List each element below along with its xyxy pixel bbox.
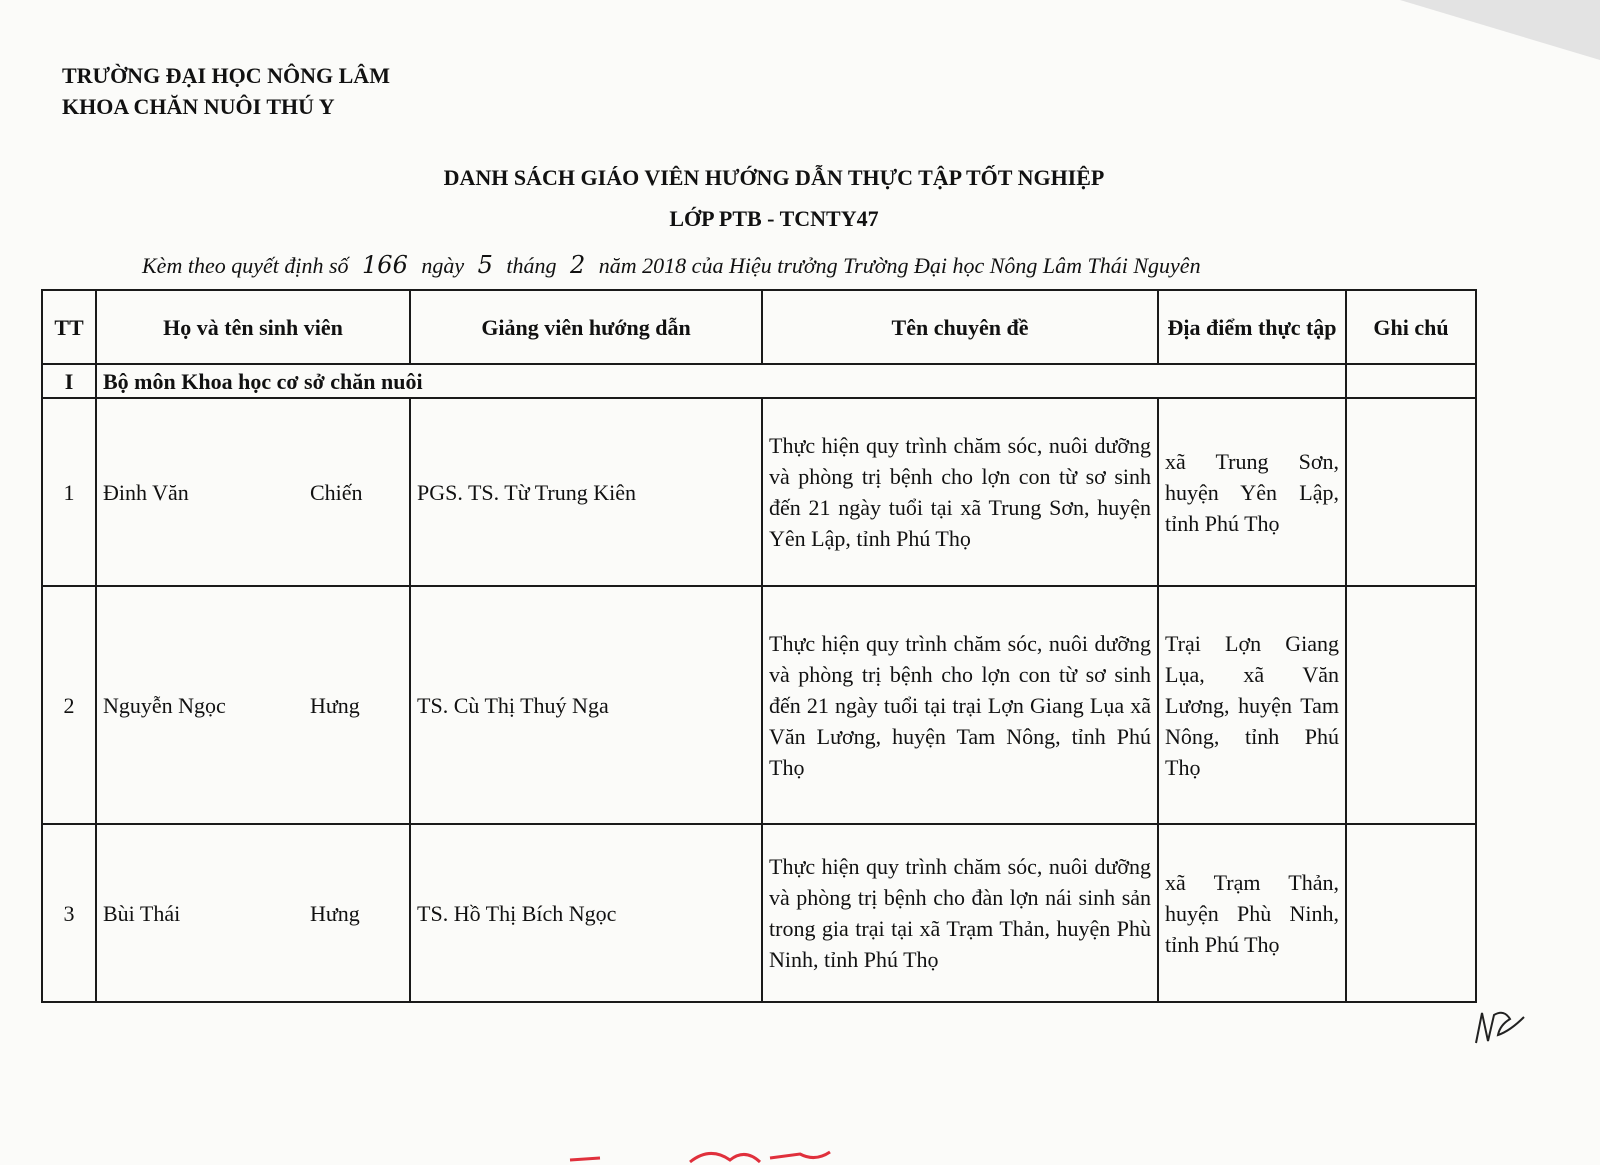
header-tt: TT <box>42 290 96 364</box>
decision-number: 166 <box>362 251 408 279</box>
section-name: Bộ môn Khoa học cơ sở chăn nuôi <box>96 364 1346 398</box>
decision-prefix: Kèm theo quyết định số <box>142 253 349 278</box>
table-header-row <box>42 290 1476 364</box>
header-advisor: Giảng viên hướng dẫn <box>410 290 762 364</box>
row-tt: 1 <box>42 398 96 586</box>
initials-signature <box>1470 1005 1530 1050</box>
header-note: Ghi chú <box>1346 290 1476 364</box>
decision-day: 5 <box>477 251 493 279</box>
advisor-name: PGS. TS. Từ Trung Kiên <box>410 398 762 586</box>
red-stamp-mark <box>560 1140 860 1165</box>
table-row <box>42 824 1476 1002</box>
topic-cell: Thực hiện quy trình chăm sóc, nuôi dưỡng và phòng trị bệnh cho lợn con từ sơ sinh đến 21 ngày tuổi tại trại Lợn Giang Lụa xã Văn Lương, huyện Tam Nông, tỉnh Phú Thọ <box>762 586 1158 824</box>
note-cell <box>1346 586 1476 824</box>
topic-cell: Thực hiện quy trình chăm sóc, nuôi dưỡng và phòng trị bệnh cho lợn con từ sơ sinh đến 21 ngày tuổi tại xã Trung Sơn, huyện Yên Lập, tỉnh Phú Thọ <box>762 398 1158 586</box>
table-row <box>42 398 1476 586</box>
section-row <box>42 364 1476 398</box>
location-cell: xã Trạm Thản, huyện Phù Ninh, tỉnh Phú Thọ <box>1158 824 1346 1002</box>
header-student: Họ và tên sinh viên <box>96 290 410 364</box>
student-surname: Bùi Thái <box>96 824 304 1002</box>
student-given-name: Chiến <box>304 398 410 586</box>
decision-suffix: năm 2018 của Hiệu trưởng Trường Đại học Nông Lâm Thái Nguyên <box>598 253 1201 278</box>
advisor-table <box>41 289 1477 1003</box>
note-cell <box>1346 398 1476 586</box>
row-tt: 2 <box>42 586 96 824</box>
decision-line <box>142 251 1201 279</box>
row-tt: 3 <box>42 824 96 1002</box>
section-number: I <box>42 364 96 398</box>
note-cell <box>1346 824 1476 1002</box>
advisor-name: TS. Hồ Thị Bích Ngọc <box>410 824 762 1002</box>
topic-cell: Thực hiện quy trình chăm sóc, nuôi dưỡng và phòng trị bệnh cho đàn lợn nái sinh sản trong gia trại tại xã Trạm Thản, huyện Phù Ninh, tỉnh Phú Thọ <box>762 824 1158 1002</box>
class-title: LỚP PTB - TCNTY47 <box>669 206 879 231</box>
section-note-cell <box>1346 364 1476 398</box>
decision-month: 2 <box>570 251 586 279</box>
student-surname: Nguyễn Ngọc <box>96 586 304 824</box>
table-row <box>42 586 1476 824</box>
document-title: DANH SÁCH GIÁO VIÊN HƯỚNG DẪN THỰC TẬP TỐT NGHIỆP <box>443 165 1105 190</box>
header-topic: Tên chuyên đề <box>762 290 1158 364</box>
student-given-name: Hưng <box>304 586 410 824</box>
location-cell: xã Trung Sơn, huyện Yên Lập, tỉnh Phú Thọ <box>1158 398 1346 586</box>
header-location: Địa điểm thực tập <box>1158 290 1346 364</box>
day-label: ngày <box>421 253 465 278</box>
university-name: TRƯỜNG ĐẠI HỌC NÔNG LÂM <box>62 63 390 88</box>
folded-corner <box>1400 0 1600 60</box>
organization-header <box>62 60 390 122</box>
advisor-name: TS. Cù Thị Thuý Nga <box>410 586 762 824</box>
month-label: tháng <box>506 253 557 278</box>
location-cell: Trại Lợn Giang Lụa, xã Văn Lương, huyện Tam Nông, tỉnh Phú Thọ <box>1158 586 1346 824</box>
faculty-name: KHOA CHĂN NUÔI THÚ Y <box>62 94 335 119</box>
student-surname: Đinh Văn <box>96 398 304 586</box>
student-given-name: Hưng <box>304 824 410 1002</box>
